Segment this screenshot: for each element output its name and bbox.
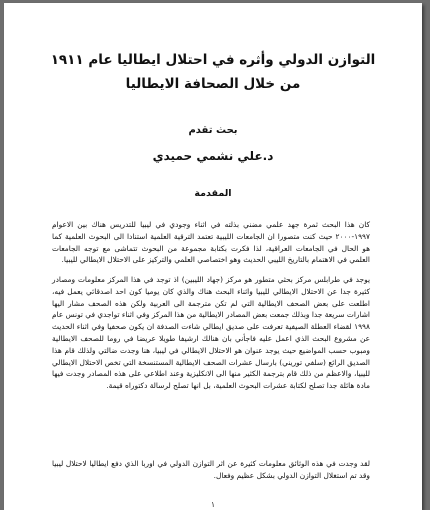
author-name: د.علي نشمي حميدي (152, 149, 274, 163)
paragraph: لقد وجدت في هذه الوثائق معلومات كثيرة عن اثر التوازن الدولي في اوربا الذي دفع ايطاليا لاحتلال ليبيا وقد تم استغلال التوازن الدولي بشكل عظيم وفعال. (52, 459, 370, 480)
document-page (4, 3, 422, 510)
paragraph: يوجد في طرابلس مركز بحثي متطور هو مركز (جهاد الليبين) اذ توجد في هذا المركز معلومات ومصادر كثيرة جدا عن الاحتلال الايطالي لليبيا واثناء البحث هناك والذي كان يوميا كون احد اصدقائي يعمل فيه، اطلعت على بعض الصحف الايطالية التي لم تكن مترجمة الى العربية ولكن هذه الصحف مشار اليها اشارات سريعة جدا وبذلك جمعت بعض المصادر الايطالية من هذا المركز وفي اثناء تواجدي في تونس عام ١٩٩٨ لقضاء العطلة الصيفية تعرفت على صديق ايطالي شاءت الصدفة ان يكون صحفيا وفي اثناء الحديث عن مشروع البحث الذي اعمل عليه فاجأني بان هنالك ارشيفا طويلا عريضا في روما للصحف الايطالية ومبوب حسب المواضيع حيث يوجد عنوان هو الاحتلال الايطالي في ليبيا، هنا وجدت ضالتي ولذلك قام هذا الصديق الرائع (سلفي توريني) بارسال عشرات الصحف الايطالية المستنسخة التي تخص الاحتلال الايطالي لليبيا، والاعظم من ذلك قام بترجمة الكثير منها الى الانكليزية وعند اطلاعي على هذه المصادر وجدت فيها مادة هائلة جدا تصلح لكتابة عشرات البحوث العلمية، بل انها تصلح لرسالة دكتوراه قيمة. (52, 275, 370, 391)
page-number: ١ (210, 500, 216, 509)
document-title: التوازن الدولي وأثره في احتلال ايطاليا عام ١٩١١ من خلال الصحافة الايطاليا (50, 52, 376, 92)
paragraph: كان هذا البحث ثمرة جهد علمي مضني بذلته في اثناء وجودي في ليبيا للتدريس هناك بين الاعوام ١٩٩٧-٢٠٠٠ حيث كنت متصورا ان الجامعات الليبية تعتمد الترقية العلمية استنادا الى البحوث العلمية كما هو الحال في الجامعات العراقية، لذا فكرت بكتابة مجموعة من البحوث تتماشى مع توجه الجامعات العلمي في الاهتمام بالتاريخ الليبي الحديث وهو اختصاصي العلمي والتركيز على الاحتلال الايطالي لليبيا. (52, 220, 370, 265)
research-label: بحث تقدم (188, 125, 238, 136)
section-heading-introduction: المقدمة (194, 188, 232, 199)
